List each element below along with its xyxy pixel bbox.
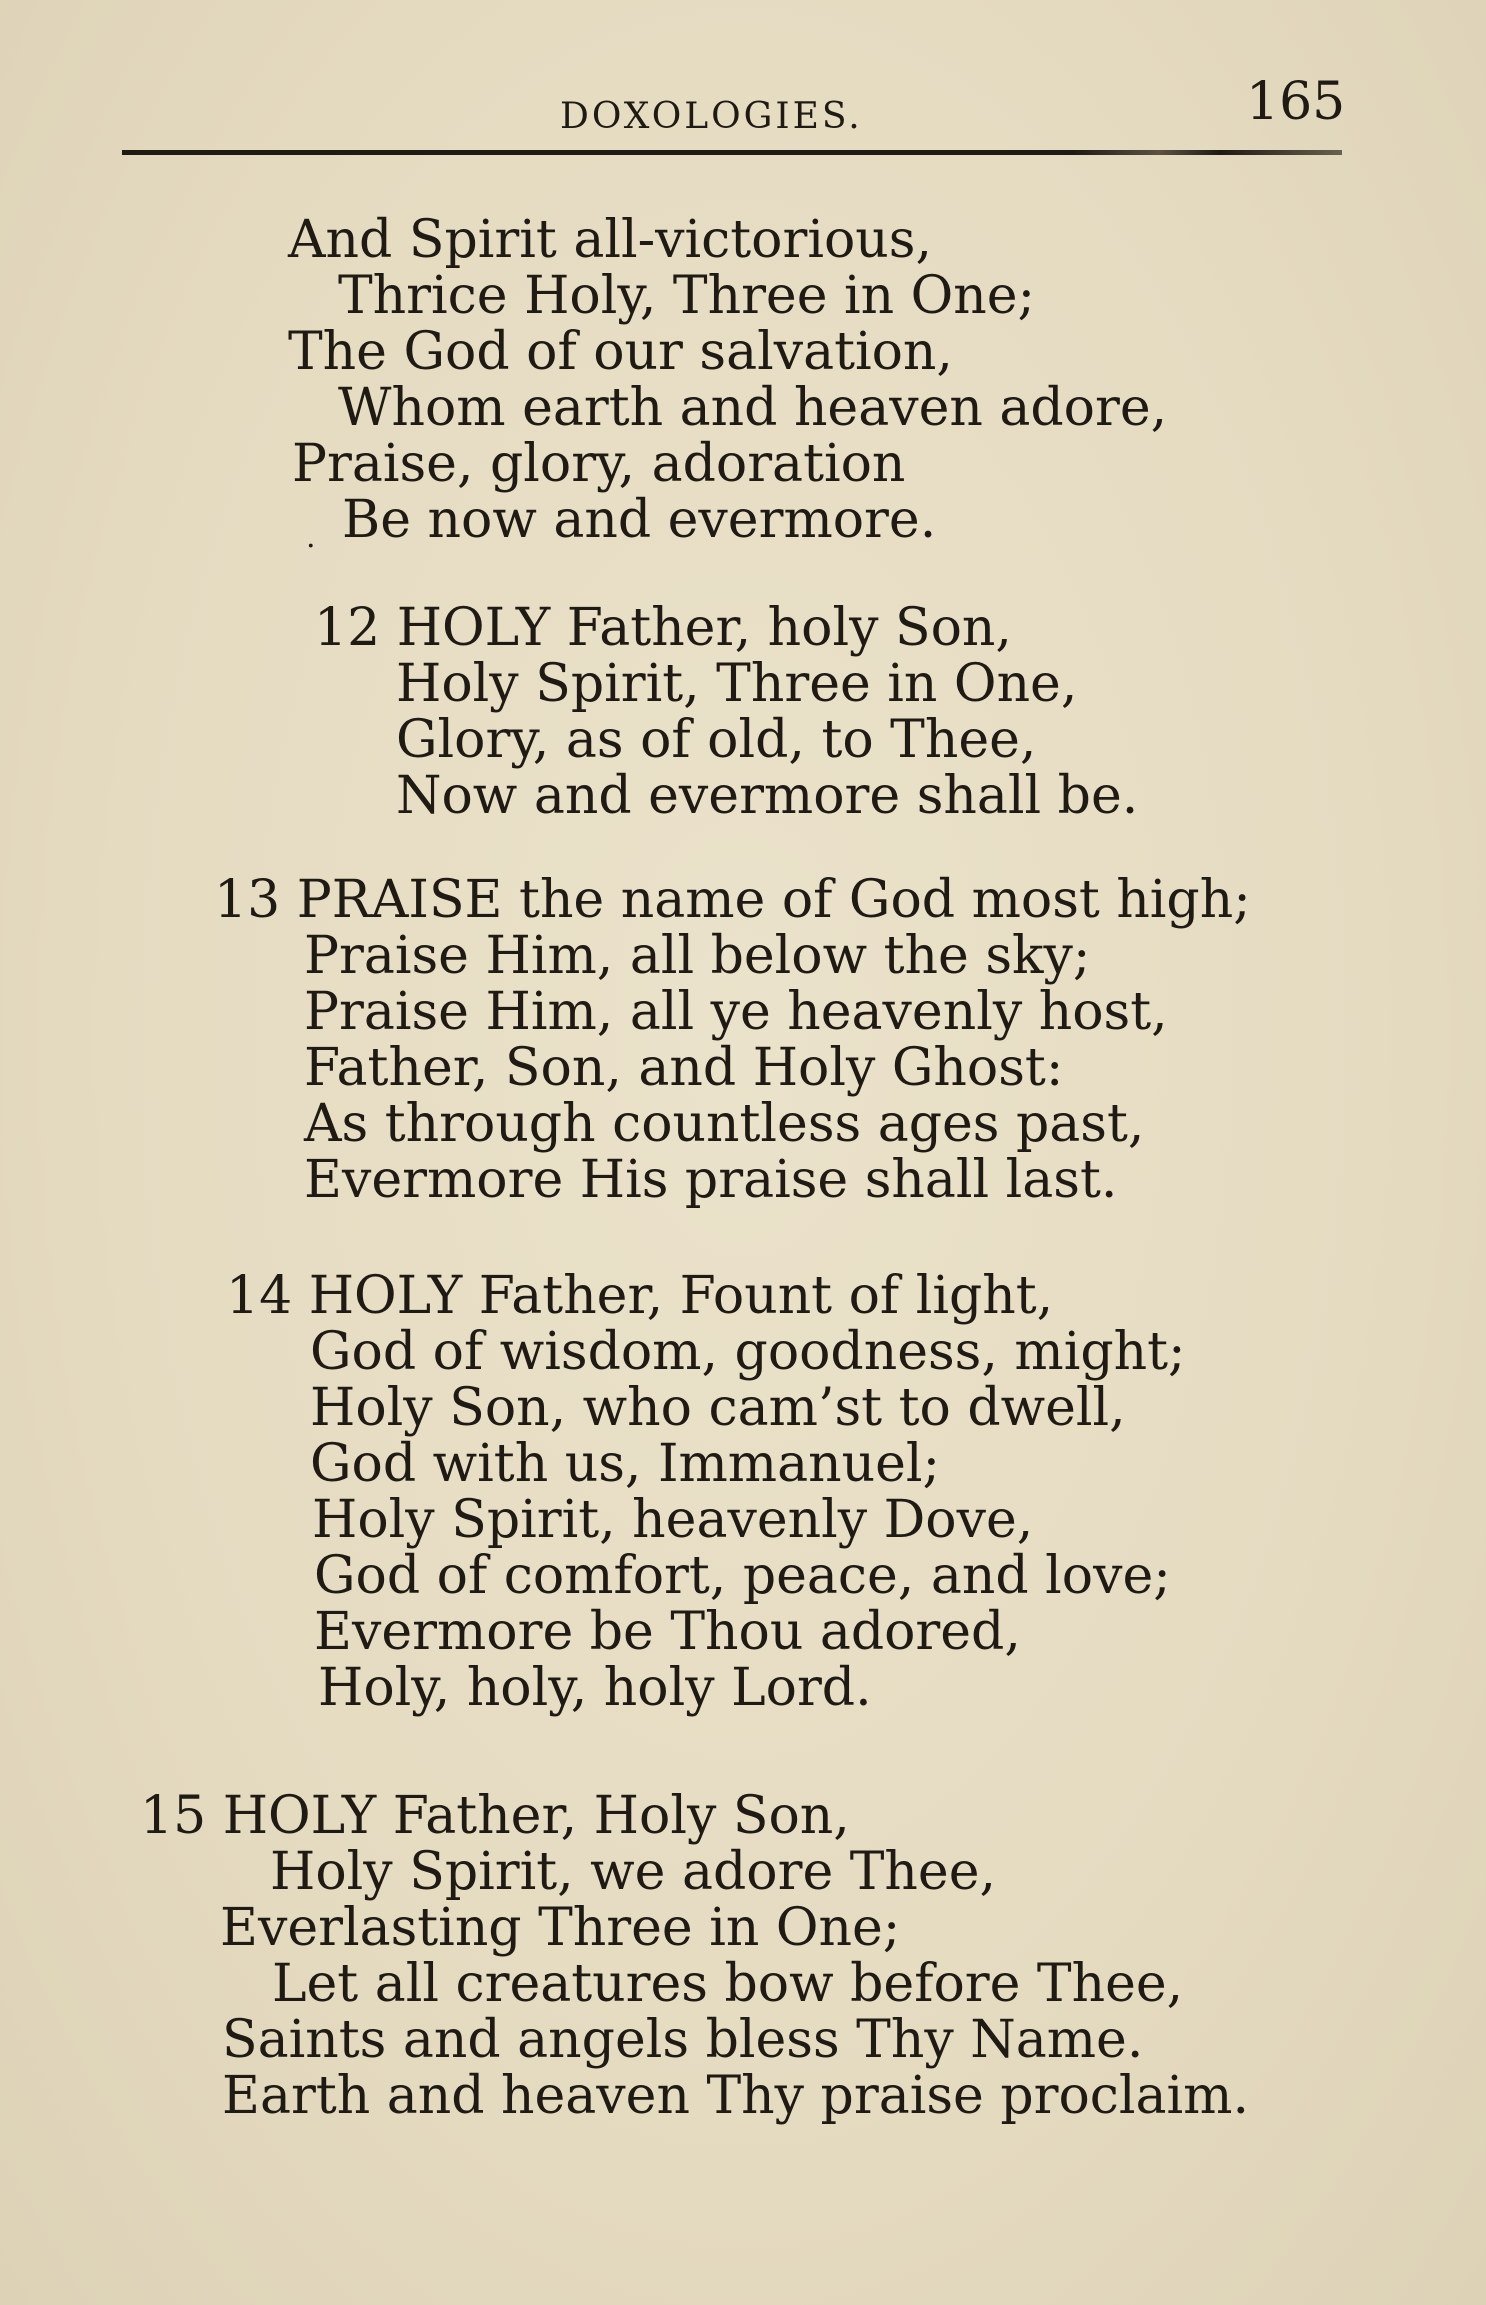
verse-line: The God of our salvation,	[288, 322, 953, 382]
verse-line: God with us, Immanuel;	[310, 1434, 941, 1494]
verse-line: As through countless ages past,	[304, 1094, 1145, 1154]
verse-line: HOLY Father, Fount of light,	[308, 1266, 1054, 1326]
verse-line: Let all creatures bow before Thee,	[272, 1954, 1184, 2014]
hymn-number: 13	[214, 870, 281, 930]
verse-line: Evermore His praise shall last.	[304, 1150, 1118, 1210]
verse-line: Everlasting Three in One;	[220, 1898, 901, 1958]
verse-line: Father, Son, and Holy Ghost:	[304, 1038, 1064, 1098]
verse-line: HOLY Father, holy Son,	[396, 598, 1012, 658]
stray-mark: .	[306, 520, 316, 555]
verse-line: Be now and evermore.	[342, 490, 937, 550]
verse-line: God of wisdom, goodness, might;	[310, 1322, 1186, 1382]
verse-line: God of comfort, peace, and love;	[314, 1546, 1171, 1606]
page-number: 165	[1246, 72, 1346, 132]
verse-line: PRAISE the name of God most high;	[296, 870, 1251, 930]
verse-line: Praise Him, all below the sky;	[304, 926, 1091, 986]
running-header: DOXOLOGIES.	[560, 96, 863, 137]
verse-line: Glory, as of old, to Thee,	[396, 710, 1037, 770]
header-rule	[122, 150, 1342, 155]
verse-line: Praise Him, all ye heavenly host,	[304, 982, 1168, 1042]
verse-line: Holy, holy, holy Lord.	[318, 1658, 872, 1718]
hymn-number: 15	[140, 1786, 207, 1846]
verse-line: Holy Spirit, heavenly Dove,	[312, 1490, 1034, 1550]
verse-line: Praise, glory, adoration	[292, 434, 906, 494]
verse-line: Earth and heaven Thy praise proclaim.	[222, 2066, 1249, 2126]
verse-line: Whom earth and heaven adore,	[338, 378, 1168, 438]
verse-line: Evermore be Thou adored,	[314, 1602, 1021, 1662]
verse-line: Holy Spirit, Three in One,	[396, 654, 1078, 714]
hymn-13-first-line	[214, 872, 1251, 928]
verse-line: Holy Spirit, we adore Thee,	[270, 1842, 996, 1902]
verse-line: Saints and angels bless Thy Name.	[222, 2010, 1144, 2070]
verse-line: HOLY Father, Holy Son,	[222, 1786, 850, 1846]
hymn-number: 14	[226, 1266, 293, 1326]
hymn-14-first-line	[226, 1268, 1053, 1324]
hymn-12-first-line	[314, 600, 1012, 656]
hymn-number: 12	[314, 598, 381, 658]
hymn-15-first-line	[140, 1788, 850, 1844]
verse-line: Thrice Holy, Three in One;	[338, 266, 1036, 326]
verse-line: Holy Son, who cam’st to dwell,	[310, 1378, 1126, 1438]
verse-line: Now and evermore shall be.	[396, 766, 1139, 826]
verse-line: And Spirit all-victorious,	[288, 210, 932, 270]
